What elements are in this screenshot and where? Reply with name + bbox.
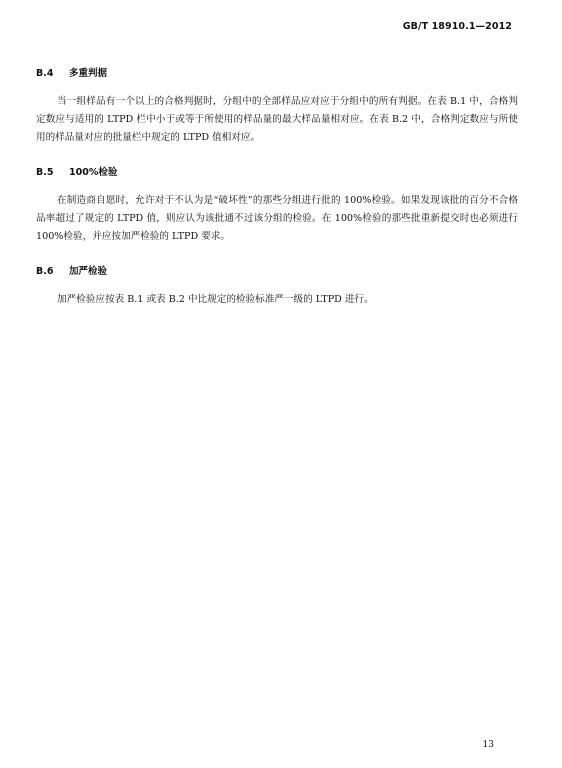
section-number: B.5 <box>36 167 54 178</box>
document-body <box>36 67 518 328</box>
section-paragraph: 在制造商自愿时，允许对于不认为是“破坏性”的那些分组进行批的 100%检验。如果发现该批的百分不合格品率超过了规定的 LTPD 值，则应认为该批通不过该分组的检验。在 100%检验的那些批重新提交时也必须进行 100%检验，并应按加严检验的 LTPD 要求。 <box>36 195 518 242</box>
page-number: 13 <box>482 740 494 750</box>
section-title: 多重判据 <box>69 68 108 79</box>
section-b5 <box>36 166 518 246</box>
section-heading <box>36 265 518 279</box>
section-title: 100%检验 <box>69 167 118 178</box>
section-number: B.4 <box>36 68 54 79</box>
standard-code: GB/T 18910.1—2012 <box>402 21 512 32</box>
section-b6 <box>36 265 518 309</box>
section-number: B.6 <box>36 266 54 277</box>
section-heading <box>36 166 518 180</box>
section-title: 加严检验 <box>69 266 108 277</box>
section-b4 <box>36 67 518 147</box>
section-heading <box>36 67 518 81</box>
section-paragraph: 当一组样品有一个以上的合格判据时，分组中的全部样品应对应于分组中的所有判据。在表 B.1 中，合格判定数应与适用的 LTPD 栏中小于或等于所使用的样品量的最大样品量相对应。在表 B.2 中，合格判定数应与所使用的样品量对应的批量栏中规定的 LTPD 值相对应。 <box>36 96 518 143</box>
section-paragraph: 加严检验应按表 B.1 或表 B.2 中比规定的检验标准严一级的 LTPD 进行。 <box>57 294 374 305</box>
